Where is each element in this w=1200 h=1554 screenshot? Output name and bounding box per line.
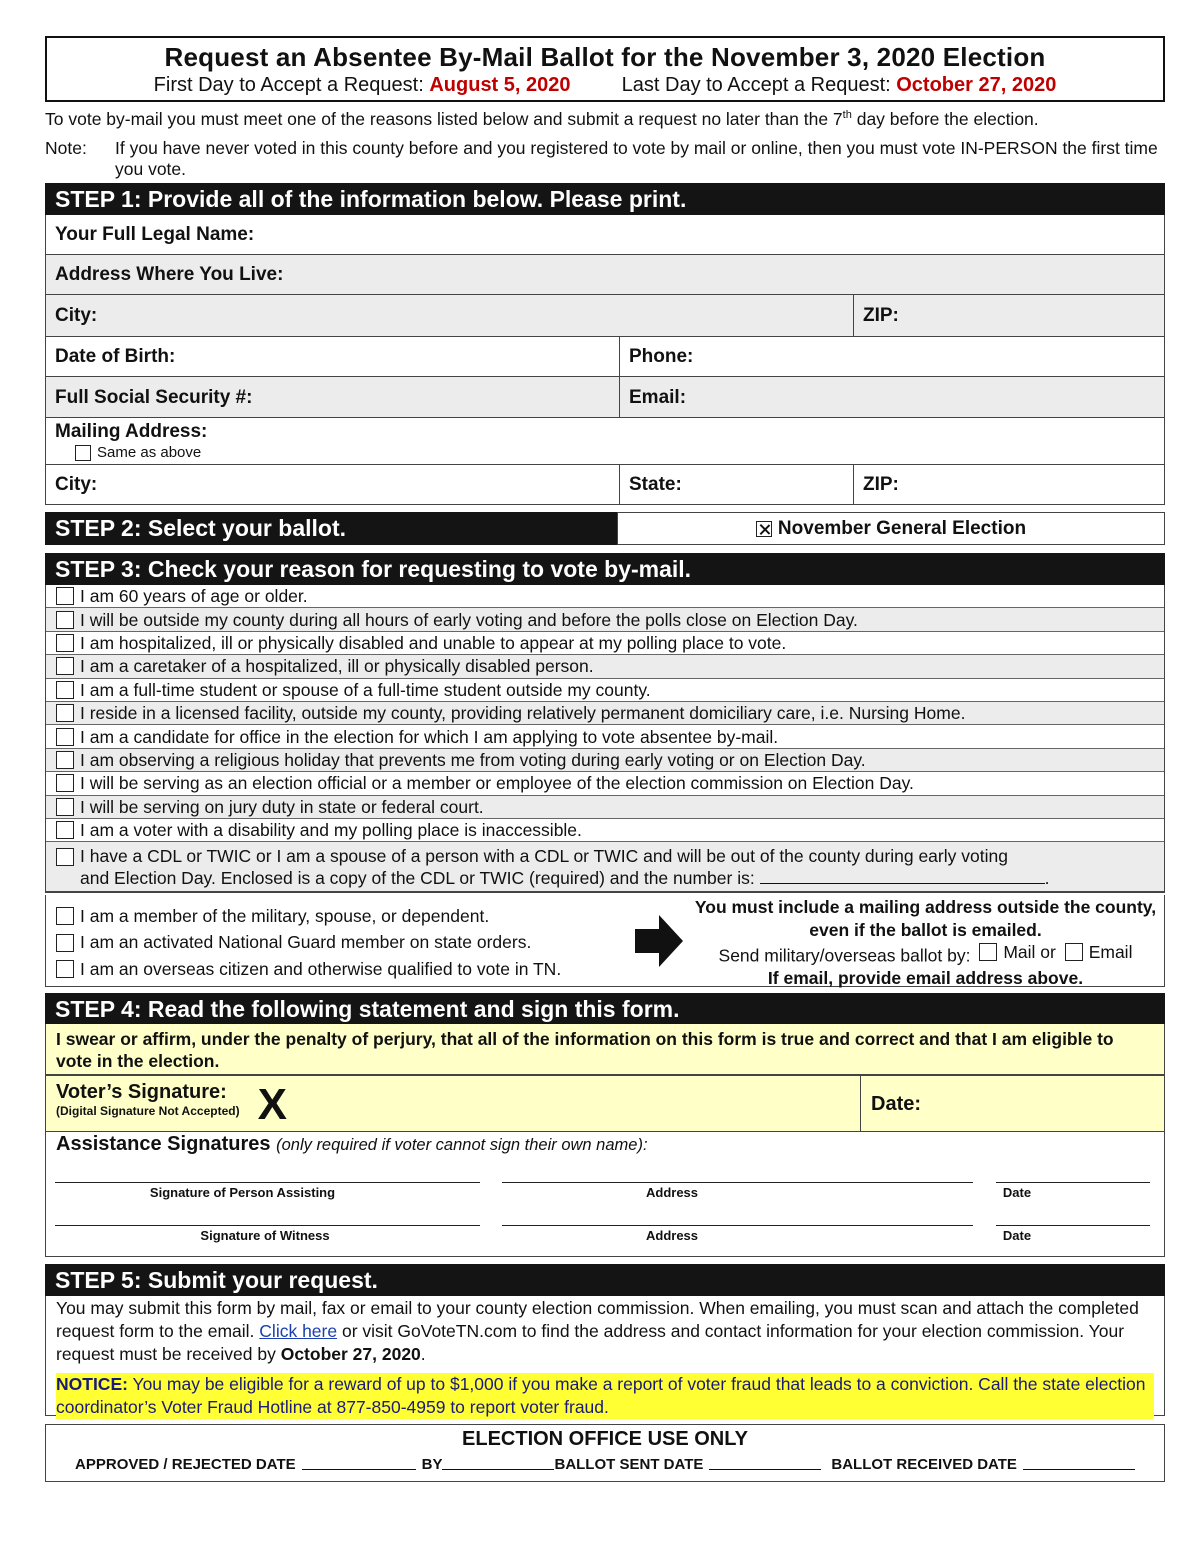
sent-date-line: [709, 1456, 821, 1470]
signature-date-field[interactable]: Date:: [871, 1093, 922, 1115]
cdl-number-field[interactable]: [760, 870, 1045, 884]
assistance-title: Assistance Signatures (only required if voter cannot sign their own name):: [56, 1133, 648, 1155]
last-day-label: Last Day to Accept a Request:: [621, 74, 891, 96]
intro-text: To vote by-mail you must meet one of the reasons listed below and submit a request no later than the 7th day before the election.: [45, 108, 1039, 129]
full-name-label: Your Full Legal Name:: [55, 224, 255, 245]
step2: [45, 512, 1165, 545]
same-as-above-label: Same as above: [97, 444, 202, 461]
assist-signature-line[interactable]: [55, 1182, 480, 1183]
reason-item[interactable]: I am a candidate for office in the election for which I am applying to vote absentee by-mail.: [46, 725, 1164, 748]
step4-header: STEP 4: Read the following statement and sign this form.: [45, 993, 1165, 1025]
note-text: If you have never voted in this county before and you registered to vote by mail or online, then you must vote IN-PERSON the first time you vote.: [115, 137, 1158, 179]
reason-checkbox[interactable]: [56, 704, 74, 722]
send-by-mail-option[interactable]: Mail or: [975, 941, 1056, 964]
signature-x-mark: X: [257, 1080, 287, 1129]
reason-checkbox[interactable]: [56, 611, 74, 629]
notice-label: NOTICE:: [56, 1374, 128, 1394]
office-fields: APPROVED / REJECTED DATE BY BALLOT SENT DATE BALLOT RECEIVED DATE: [46, 1456, 1164, 1473]
military-item[interactable]: I am an activated National Guard member on state orders.: [56, 930, 631, 957]
caption-address: Address: [645, 1185, 699, 1200]
november-election-checkbox[interactable]: [756, 521, 772, 537]
reason-item[interactable]: I am observing a religious holiday that prevents me from voting during early voting or on Election Day.: [46, 749, 1164, 772]
last-day-date: October 27, 2020: [896, 74, 1057, 96]
zip-field[interactable]: ZIP:: [853, 295, 1164, 336]
oath-statement: I swear or affirm, under the penalty of perjury, that all of the information on this form is true and correct and that I am eligible to vote in the election.: [45, 1024, 1165, 1075]
fraud-notice: NOTICE: You may be eligible for a reward of up to $1,000 if you make a report of voter fraud that leads to a conviction. Call the state election coordinator’s Voter Fraud Hotline at 877-850-4959 to report voter fraud.: [56, 1373, 1154, 1419]
step3-header: STEP 3: Check your reason for requesting to vote by-mail.: [45, 553, 1165, 585]
military-note-email: If email, provide email address above.: [767, 967, 1084, 988]
same-as-above-checkbox[interactable]: [75, 445, 91, 461]
intro: [45, 105, 1170, 180]
arrow-right-icon: [631, 895, 687, 986]
reason-item[interactable]: I will be serving on jury duty in state or federal court.: [46, 796, 1164, 819]
header-dates: [47, 74, 1163, 97]
received-date-line: [1023, 1456, 1135, 1470]
caption-date: Date: [1002, 1185, 1032, 1200]
reason-item[interactable]: I am 60 years of age or older.: [46, 585, 1164, 608]
reason-item-cdl[interactable]: I have a CDL or TWIC or I am a spouse of a person with a CDL or TWIC and will be out of the county during early voting and Election Day. Enclosed is a copy of the CDL or TWIC (required) and the number is: .: [46, 842, 1164, 892]
submit-instructions: You may submit this form by mail, fax or email to your county election commission. When emailing, you must scan and attach the completed request form to the email. Click here or visit GoVoteTN.com to find the address and contact information for your election commission. Your request must be received by October 27, 2020. NOTICE: You may be eligible for a reward of up to $1,000 if you make a report of voter fraud that leads to a conviction. Call the state election coordinator’s Voter Fraud Hotline at 877-850-4959 to report voter fraud.: [45, 1296, 1165, 1416]
military-note-address: You must include a mailing address outside the county, even if the ballot is emailed.: [694, 897, 1157, 940]
dob-field[interactable]: Date of Birth:: [55, 346, 176, 367]
reason-checkbox[interactable]: [56, 798, 74, 816]
first-day-date: August 5, 2020: [429, 74, 571, 96]
assist-address-line[interactable]: [502, 1182, 973, 1183]
form-title: Request an Absentee By-Mail Ballot for the November 3, 2020 Election: [164, 42, 1046, 72]
reason-item[interactable]: I am a full-time student or spouse of a full-time student outside my county.: [46, 679, 1164, 702]
address-field[interactable]: [45, 255, 1165, 295]
submit-deadline: October 27, 2020: [280, 1344, 421, 1364]
city-zip-row: [45, 295, 1165, 337]
caption-person-assisting: Signature of Person Assisting: [149, 1185, 336, 1200]
email-field[interactable]: Email:: [619, 377, 1164, 417]
click-here-link[interactable]: Click here: [259, 1321, 338, 1341]
reason-checkbox[interactable]: [56, 751, 74, 769]
office-use-box: [45, 1424, 1165, 1482]
mail-zip-field[interactable]: ZIP:: [853, 465, 1164, 504]
witness-signature-line[interactable]: [55, 1225, 480, 1226]
mail-checkbox[interactable]: [979, 943, 997, 961]
witness-address-line[interactable]: [502, 1225, 973, 1226]
military-item[interactable]: I am a member of the military, spouse, or dependent.: [56, 903, 631, 930]
mailing-address-label: Mailing Address:: [55, 421, 208, 442]
step2-header: STEP 2: Select your ballot.: [45, 512, 617, 545]
military-checkbox[interactable]: [56, 960, 74, 978]
city-field[interactable]: City:: [55, 305, 98, 326]
voter-signature-field[interactable]: [46, 1076, 861, 1131]
send-by-email-option[interactable]: Email: [1061, 941, 1133, 964]
caption-witness: Signature of Witness: [200, 1228, 330, 1243]
by-line: [442, 1456, 554, 1470]
mail-state-field[interactable]: State:: [619, 465, 853, 504]
reason-checkbox[interactable]: [56, 774, 74, 792]
caption-date: Date: [1002, 1228, 1032, 1243]
full-name-field[interactable]: [45, 215, 1165, 255]
note-label: Note:: [45, 137, 87, 158]
reason-checkbox[interactable]: [56, 821, 74, 839]
ssn-email-row: [45, 377, 1165, 418]
witness-date-line[interactable]: [996, 1225, 1150, 1226]
reason-item[interactable]: I will be serving as an election official or a member or employee of the election commission on Election Day.: [46, 772, 1164, 795]
reason-item[interactable]: I reside in a licensed facility, outside my county, providing relatively permanent domiciliary care, i.e. Nursing Home.: [46, 702, 1164, 725]
reason-checkbox[interactable]: [56, 657, 74, 675]
caption-address: Address: [645, 1228, 699, 1243]
military-instructions: [687, 895, 1164, 986]
reason-item[interactable]: I am a voter with a disability and my polling place is inaccessible.: [46, 819, 1164, 842]
reason-checkbox[interactable]: [56, 728, 74, 746]
form-header: [45, 36, 1165, 102]
phone-field[interactable]: Phone:: [619, 337, 1164, 376]
mail-city-state-zip-row: [45, 465, 1165, 505]
military-item[interactable]: I am an overseas citizen and otherwise qualified to vote in TN.: [56, 956, 631, 983]
reason-list: [45, 585, 1165, 893]
first-day-label: First Day to Accept a Request:: [153, 74, 424, 96]
reason-checkbox[interactable]: [56, 848, 74, 866]
voter-signature-label: Voter’s Signature:: [56, 1081, 227, 1103]
signature-note: (Digital Signature Not Accepted): [56, 1104, 240, 1118]
military-checkbox[interactable]: [56, 907, 74, 925]
email-checkbox[interactable]: [1065, 943, 1083, 961]
same-as-above-option[interactable]: [75, 444, 1164, 461]
reason-item[interactable]: I am hospitalized, ill or physically disabled and unable to appear at my polling place to vote.: [46, 632, 1164, 655]
ballot-option[interactable]: [617, 512, 1165, 545]
reason-item[interactable]: I will be outside my county during all hours of early voting and before the polls close on Election Day.: [46, 608, 1164, 631]
office-use-title: ELECTION OFFICE USE ONLY: [462, 1428, 748, 1450]
note: [45, 138, 1170, 180]
ballot-option-label: November General Election: [777, 517, 1027, 539]
military-options: [46, 895, 631, 986]
ssn-field[interactable]: Full Social Security #:: [55, 387, 253, 408]
reason-item[interactable]: I am a caretaker of a hospitalized, ill or physically disabled person.: [46, 655, 1164, 678]
military-section: [45, 895, 1165, 987]
military-send-row: Send military/overseas ballot by: Mail or Email: [718, 942, 1133, 966]
mail-city-field[interactable]: City:: [55, 474, 98, 495]
signature-row: [45, 1075, 1165, 1132]
approved-date-line: [302, 1456, 416, 1470]
assistance-signatures: [45, 1132, 1165, 1257]
mailing-address-field[interactable]: [45, 418, 1165, 465]
step5-header: STEP 5: Submit your request.: [45, 1264, 1165, 1296]
reason-checkbox[interactable]: [56, 634, 74, 652]
step1-header: STEP 1: Provide all of the information below. Please print.: [45, 183, 1165, 215]
military-checkbox[interactable]: [56, 934, 74, 952]
assist-date-line[interactable]: [996, 1182, 1150, 1183]
reason-checkbox[interactable]: [56, 681, 74, 699]
dob-phone-row: [45, 337, 1165, 377]
reason-checkbox[interactable]: [56, 587, 74, 605]
address-label: Address Where You Live:: [55, 264, 284, 285]
